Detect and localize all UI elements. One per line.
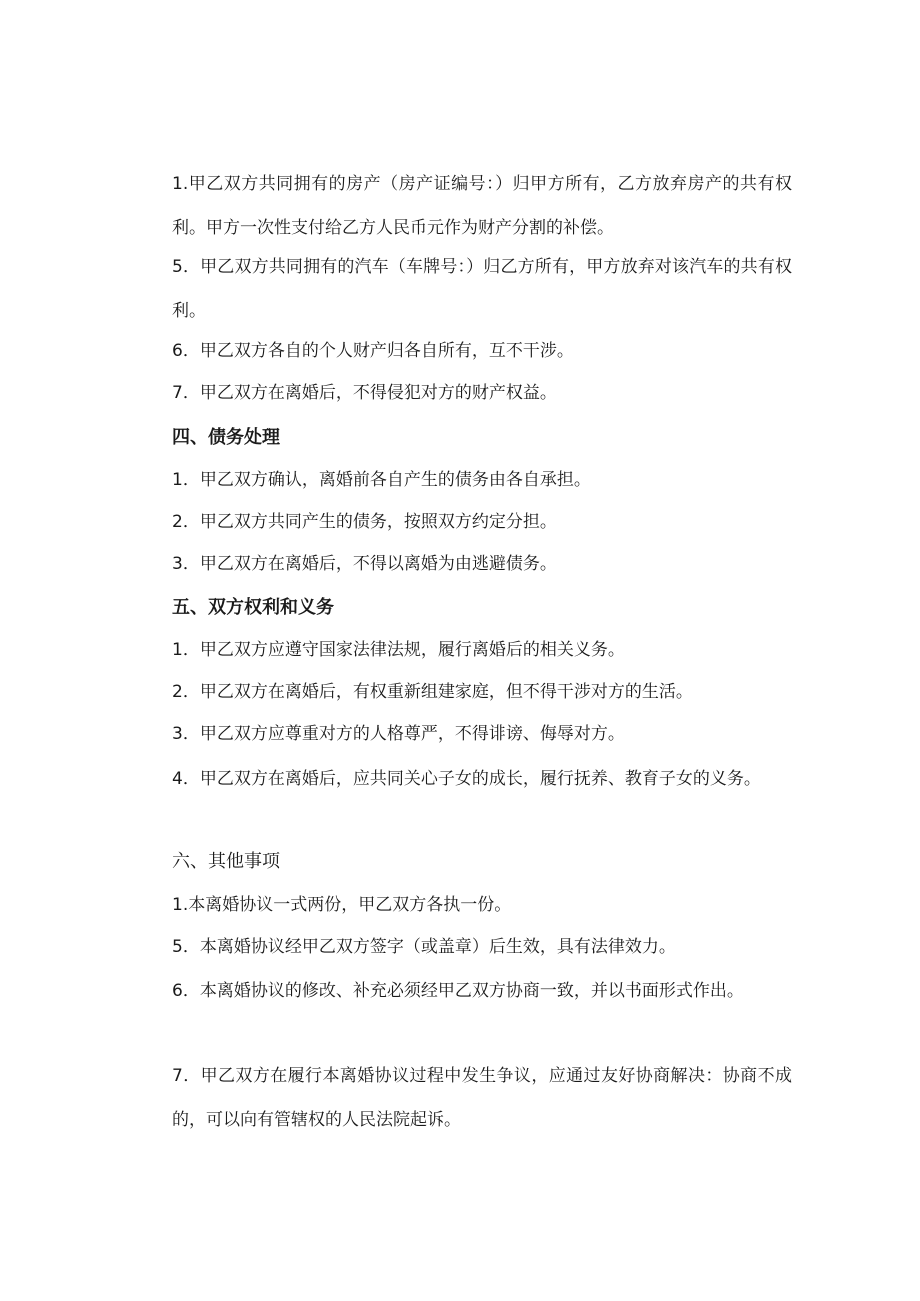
rights-item-4: 4．甲乙双方在离婚后，应共同关心子女的成长，履行抚养、教育子女的义务。 bbox=[172, 769, 761, 789]
property-item-1: 1.甲乙双方共同拥有的房产（房产证编号：）归甲方所有，乙方放弃房产的共有权利。甲方一次性支付给乙方人民币元作为财产分割的补偿。 bbox=[172, 174, 792, 238]
property-item-5: 5．甲乙双方共同拥有的汽车（车牌号：）归乙方所有，甲方放弃对该汽车的共有权利。 bbox=[172, 257, 792, 321]
section-heading-rights: 五、双方权利和义务 bbox=[172, 597, 334, 618]
section-heading-debt: 四、债务处理 bbox=[172, 427, 280, 448]
debt-item-3: 3．甲乙双方在离婚后，不得以离婚为由逃避债务。 bbox=[172, 554, 557, 574]
property-item-7: 7．甲乙双方在离婚后，不得侵犯对方的财产权益。 bbox=[172, 383, 557, 403]
other-item-7: 7．甲乙双方在履行本离婚协议过程中发生争议，应通过友好协商解决：协商不成的，可以向有管辖权的人民法院起诉。 bbox=[172, 1066, 792, 1130]
section-heading-other: 六、其他事项 bbox=[172, 851, 280, 872]
rights-item-1: 1．甲乙双方应遵守国家法律法规，履行离婚后的相关义务。 bbox=[172, 640, 625, 660]
rights-item-3: 3．甲乙双方应尊重对方的人格尊严，不得诽谤、侮辱对方。 bbox=[172, 724, 625, 744]
debt-item-2: 2．甲乙双方共同产生的债务，按照双方约定分担。 bbox=[172, 512, 557, 532]
other-item-5: 5．本离婚协议经甲乙双方签字（或盖章）后生效，具有法律效力。 bbox=[172, 937, 676, 957]
other-item-6: 6．本离婚协议的修改、补充必须经甲乙双方协商一致，并以书面形式作出。 bbox=[172, 981, 744, 1001]
property-item-6: 6．甲乙双方各自的个人财产归各自所有，互不干涉。 bbox=[172, 341, 574, 361]
other-item-1: 1.本离婚协议一式两份，甲乙双方各执一份。 bbox=[172, 895, 512, 915]
rights-item-2: 2．甲乙双方在离婚后，有权重新组建家庭，但不得干涉对方的生活。 bbox=[172, 682, 693, 702]
debt-item-1: 1．甲乙双方确认，离婚前各自产生的债务由各自承担。 bbox=[172, 470, 591, 490]
